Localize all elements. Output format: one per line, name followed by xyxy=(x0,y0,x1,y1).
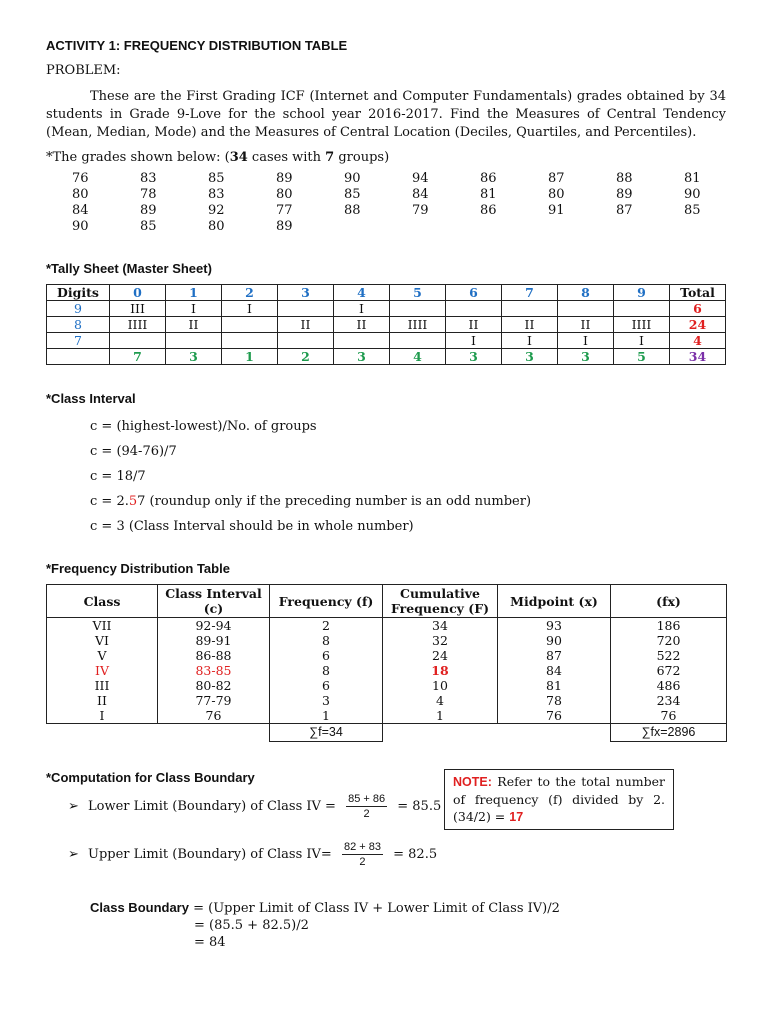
lower-limit-row: ➢ Lower Limit (Boundary) of Class IV = $\frac{85 + 86}{2}$ = 85.5 xyxy=(68,793,442,820)
tally-heading: *Tally Sheet (Master Sheet) xyxy=(46,261,212,276)
fdt-cell: 4 xyxy=(383,693,498,708)
fdt-header-cell: Cumulative Frequency (F) xyxy=(383,585,498,618)
fdt-cell: 8 xyxy=(270,633,383,648)
tally-cell: 3 xyxy=(502,349,558,365)
grade-value: 76 xyxy=(72,171,89,186)
tally-header-total: Total xyxy=(670,285,726,301)
tally-cell xyxy=(390,333,446,349)
tally-header-digit: 9 xyxy=(614,285,670,301)
fdt-row xyxy=(47,678,727,693)
sum-f: ∑f=34 xyxy=(270,724,383,742)
tally-cell: 34 xyxy=(670,349,726,365)
fdt-row xyxy=(47,618,727,634)
tally-cell: I xyxy=(334,301,390,317)
fdt-empty-cell xyxy=(158,724,270,742)
fdt-row xyxy=(47,663,727,678)
fdt-cell: 234 xyxy=(611,693,727,708)
tally-cell: 4 xyxy=(670,333,726,349)
fdt-cell: 90 xyxy=(498,633,611,648)
tally-cell xyxy=(502,301,558,317)
grade-value: 80 xyxy=(548,187,565,202)
fdt-cell: 76 xyxy=(158,708,270,724)
tally-cell: II xyxy=(278,317,334,333)
tally-table xyxy=(46,284,726,365)
fdt-cell: 1 xyxy=(270,708,383,724)
fdt-cell: II xyxy=(47,693,158,708)
tally-cell: 2 xyxy=(278,349,334,365)
tally-cell xyxy=(278,333,334,349)
fdt-row xyxy=(47,648,727,663)
tally-cell: IIII xyxy=(614,317,670,333)
grade-value: 94 xyxy=(412,171,429,186)
tally-cell xyxy=(390,301,446,317)
fdt-cell: 92-94 xyxy=(158,618,270,634)
arrow-icon: ➢ xyxy=(68,847,79,862)
tally-cell: 7 xyxy=(110,349,166,365)
grades-note: *The grades shown below: (34 cases with 7 groups) xyxy=(46,150,390,165)
fdt-cell: 486 xyxy=(611,678,727,693)
tally-header-digit: 6 xyxy=(446,285,502,301)
tally-cell: 3 xyxy=(558,349,614,365)
tally-cell xyxy=(558,301,614,317)
grade-value: 87 xyxy=(548,171,565,186)
fdt-heading: *Frequency Distribution Table xyxy=(46,561,230,576)
grade-value: 79 xyxy=(412,203,429,218)
fdt-cell: 76 xyxy=(611,708,727,724)
fdt-empty-cell xyxy=(47,724,158,742)
grade-value: 86 xyxy=(480,171,497,186)
tally-row xyxy=(47,349,726,365)
fdt-cell: 3 xyxy=(270,693,383,708)
tally-cell: 6 xyxy=(670,301,726,317)
tally-header-digit: 5 xyxy=(390,285,446,301)
problem-text: These are the First Grading ICF (Internet and Computer Fundamentals) grades obtained by 34 students in Grade 9-Love for the school year 2016-2017. Find the Measures of Central Tendency (Mean, Median, Mode) and the Measures of Central Location (Deciles, Quartiles, and Percentiles). xyxy=(46,89,726,140)
grade-value: 85 xyxy=(684,203,701,218)
fdt-empty-cell xyxy=(498,724,611,742)
tally-row xyxy=(47,301,726,317)
fdt-cell: V xyxy=(47,648,158,663)
tally-cell xyxy=(334,333,390,349)
fdt-cell: 34 xyxy=(383,618,498,634)
sum-fx: ∑fx=2896 xyxy=(611,724,727,742)
grade-value: 89 xyxy=(616,187,633,202)
fdt-cell: 32 xyxy=(383,633,498,648)
grade-value: 89 xyxy=(140,203,157,218)
tally-cell: 4 xyxy=(390,349,446,365)
tally-cell: 9 xyxy=(47,301,110,317)
fdt-cell: 8 xyxy=(270,663,383,678)
grade-value: 88 xyxy=(616,171,633,186)
fdt-row xyxy=(47,633,727,648)
grade-value: 77 xyxy=(276,203,293,218)
tally-cell: I xyxy=(166,301,222,317)
tally-header-digit: 0 xyxy=(110,285,166,301)
grade-value: 80 xyxy=(208,219,225,234)
class-interval-heading: *Class Interval xyxy=(46,391,136,406)
grade-value: 92 xyxy=(208,203,225,218)
grade-value: 89 xyxy=(276,171,293,186)
fdt-cell: 83-85 xyxy=(158,663,270,678)
tally-cell xyxy=(278,301,334,317)
grade-value: 81 xyxy=(480,187,497,202)
grade-value: 83 xyxy=(140,171,157,186)
tally-cell: I xyxy=(502,333,558,349)
fdt-cell: 10 xyxy=(383,678,498,693)
grade-value: 90 xyxy=(684,187,701,202)
fdt-cell: 1 xyxy=(383,708,498,724)
tally-cell xyxy=(222,333,278,349)
grade-value: 78 xyxy=(140,187,157,202)
tally-cell: I xyxy=(446,333,502,349)
fdt-cell: IV xyxy=(47,663,158,678)
tally-header-digit: 1 xyxy=(166,285,222,301)
tally-cell: I xyxy=(222,301,278,317)
grade-value: 86 xyxy=(480,203,497,218)
class-boundary-computation: Class Boundary = (Upper Limit of Class IV + Lower Limit of Class IV)/2 = (85.5 + 82.5)/2 = 84 xyxy=(90,900,560,950)
tally-cell: 24 xyxy=(670,317,726,333)
fdt-cell: 76 xyxy=(498,708,611,724)
grades-grid xyxy=(72,171,726,235)
tally-cell: 5 xyxy=(614,349,670,365)
page-title: ACTIVITY 1: FREQUENCY DISTRIBUTION TABLE xyxy=(46,38,348,53)
grade-value: 84 xyxy=(412,187,429,202)
tally-header-digits: Digits xyxy=(47,285,110,301)
fdt-sum-row xyxy=(47,724,727,742)
grade-value: 87 xyxy=(616,203,633,218)
tally-cell xyxy=(614,301,670,317)
tally-cell: III xyxy=(110,301,166,317)
fdt-cell: 77-79 xyxy=(158,693,270,708)
tally-cell xyxy=(47,349,110,365)
tally-cell: I xyxy=(614,333,670,349)
fdt-cell: VI xyxy=(47,633,158,648)
fdt-header-cell: (fx) xyxy=(611,585,727,618)
tally-header-digit: 8 xyxy=(558,285,614,301)
ci-line-2: c = (94-76)/7 xyxy=(90,444,177,459)
fdt-empty-cell xyxy=(383,724,498,742)
problem-label: PROBLEM: xyxy=(46,63,121,78)
fdt-cell: 86-88 xyxy=(158,648,270,663)
lower-fraction: $\frac{85 + 86}{2}$ xyxy=(348,793,386,820)
tally-cell: IIII xyxy=(110,317,166,333)
fdt-cell: III xyxy=(47,678,158,693)
upper-limit-row: ➢ Upper Limit (Boundary) of Class IV= $\frac{82 + 83}{2}$ = 82.5 xyxy=(68,841,438,868)
tally-cell: I xyxy=(558,333,614,349)
fdt-cell: 522 xyxy=(611,648,727,663)
fdt-row xyxy=(47,693,727,708)
fdt-cell: 89-91 xyxy=(158,633,270,648)
arrow-icon: ➢ xyxy=(68,799,79,814)
tally-cell: II xyxy=(446,317,502,333)
tally-header-digit: 7 xyxy=(502,285,558,301)
fdt-cell: VII xyxy=(47,618,158,634)
grade-value: 89 xyxy=(276,219,293,234)
fdt-cell: 81 xyxy=(498,678,611,693)
tally-cell: IIII xyxy=(390,317,446,333)
fdt-header-cell: Class Interval (c) xyxy=(158,585,270,618)
fdt-cell: I xyxy=(47,708,158,724)
tally-cell: II xyxy=(166,317,222,333)
grade-value: 88 xyxy=(344,203,361,218)
ci-line-5: c = 3 (Class Interval should be in whole number) xyxy=(90,519,414,534)
tally-cell xyxy=(110,333,166,349)
upper-fraction: $\frac{82 + 83}{2}$ xyxy=(343,841,381,868)
grade-value: 85 xyxy=(140,219,157,234)
fdt-cell: 6 xyxy=(270,648,383,663)
fdt-header-cell: Class xyxy=(47,585,158,618)
tally-cell: 1 xyxy=(222,349,278,365)
grade-value: 90 xyxy=(72,219,89,234)
fdt-cell: 78 xyxy=(498,693,611,708)
tally-cell: II xyxy=(558,317,614,333)
fdt-cell: 672 xyxy=(611,663,727,678)
tally-cell xyxy=(166,333,222,349)
boundary-heading: *Computation for Class Boundary xyxy=(46,770,255,785)
tally-header-digit: 4 xyxy=(334,285,390,301)
tally-cell: 3 xyxy=(334,349,390,365)
fdt-cell: 18 xyxy=(383,663,498,678)
ci-line-1: c = (highest-lowest)/No. of groups xyxy=(90,419,317,434)
grade-value: 84 xyxy=(72,203,89,218)
ci-line-4: c = 2.57 (roundup only if the preceding number is an odd number) xyxy=(90,494,532,509)
fdt-cell: 6 xyxy=(270,678,383,693)
tally-cell: 8 xyxy=(47,317,110,333)
tally-cell xyxy=(222,317,278,333)
grade-value: 91 xyxy=(548,203,565,218)
fdt-header-cell: Midpoint (x) xyxy=(498,585,611,618)
tally-header-digit: 2 xyxy=(222,285,278,301)
tally-cell: 3 xyxy=(166,349,222,365)
tally-header-digit: 3 xyxy=(278,285,334,301)
fdt-cell: 720 xyxy=(611,633,727,648)
fdt-cell: 80-82 xyxy=(158,678,270,693)
tally-row xyxy=(47,333,726,349)
fdt-cell: 87 xyxy=(498,648,611,663)
fdt-cell: 93 xyxy=(498,618,611,634)
fdt-row xyxy=(47,708,727,724)
fdt-header-cell: Frequency (f) xyxy=(270,585,383,618)
fdt-cell: 84 xyxy=(498,663,611,678)
grade-value: 83 xyxy=(208,187,225,202)
grade-value: 90 xyxy=(344,171,361,186)
frequency-distribution-table xyxy=(46,584,727,742)
fdt-cell: 186 xyxy=(611,618,727,634)
note-box: NOTE: Refer to the total number of frequency (f) divided by 2. (34/2) = 17 xyxy=(444,769,674,830)
grade-value: 81 xyxy=(684,171,701,186)
tally-cell: 3 xyxy=(446,349,502,365)
ci-line-3: c = 18/7 xyxy=(90,469,146,484)
fdt-cell: 24 xyxy=(383,648,498,663)
grade-value: 85 xyxy=(208,171,225,186)
grade-value: 80 xyxy=(72,187,89,202)
tally-row xyxy=(47,317,726,333)
grade-value: 85 xyxy=(344,187,361,202)
tally-cell xyxy=(446,301,502,317)
tally-cell: II xyxy=(502,317,558,333)
tally-cell: 7 xyxy=(47,333,110,349)
grade-value: 80 xyxy=(276,187,293,202)
tally-cell: II xyxy=(334,317,390,333)
fdt-cell: 2 xyxy=(270,618,383,634)
